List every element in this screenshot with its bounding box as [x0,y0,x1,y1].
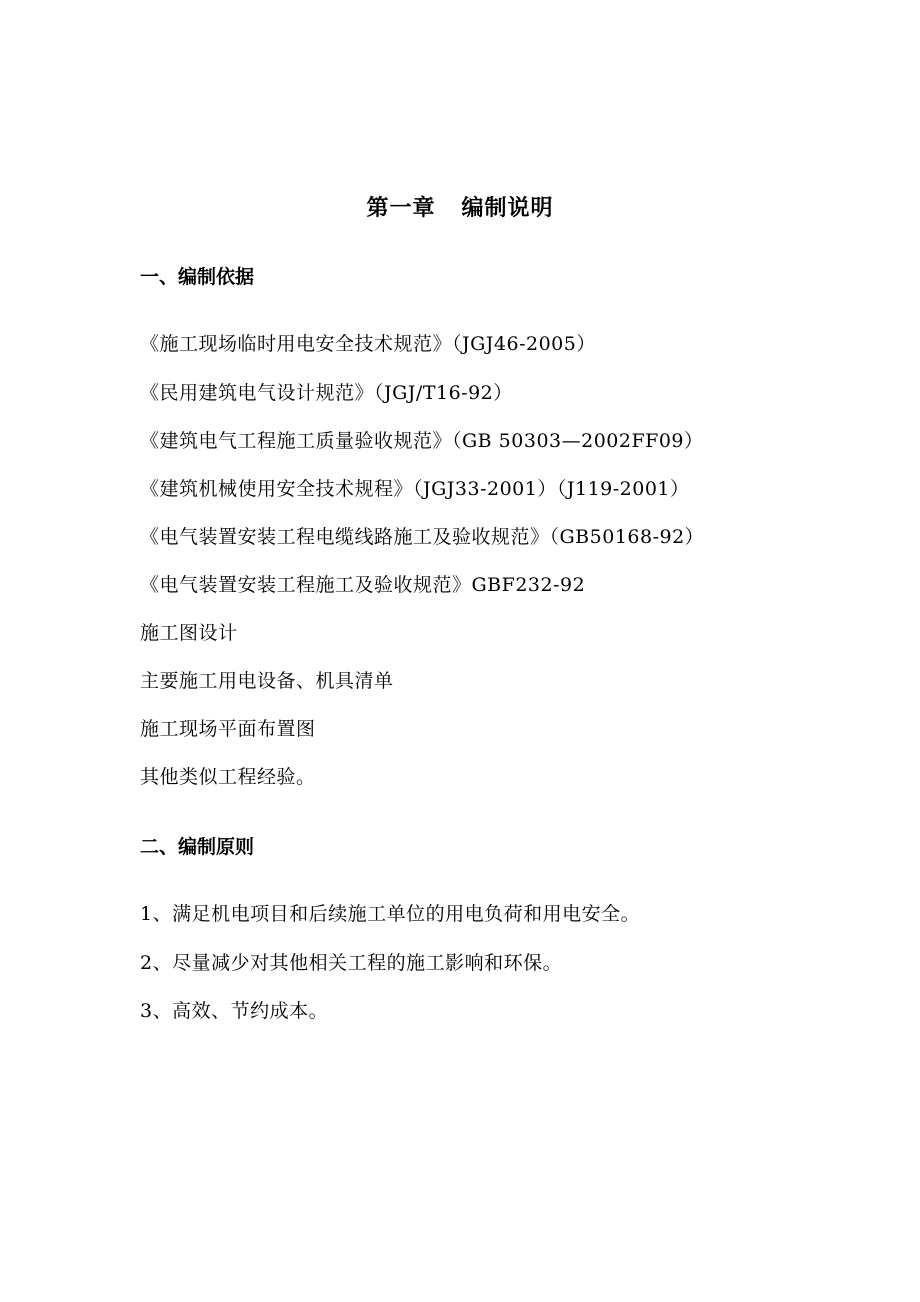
basis-item-2: 《民用建筑电气设计规范》（JGJ/T16-92） [140,382,513,404]
section-heading-basis: 一、编制依据 [140,266,255,288]
basis-item-8: 主要施工用电设备、机具清单 [140,670,394,692]
principle-item-2: 2、尽量减少对其他相关工程的施工影响和环保。 [140,952,563,974]
chapter-title: 第一章 编制说明 [366,195,554,221]
basis-item-10: 其他类似工程经验。 [140,766,316,788]
basis-item-5: 《电气装置安装工程电缆线路施工及验收规范》（GB50168-92） [140,526,705,548]
basis-item-4: 《建筑机械使用安全技术规程》（JGJ33-2001）（J119-2001） [140,478,690,500]
basis-item-3: 《建筑电气工程施工质量验收规范》（GB 50303—2002FF09） [140,430,704,452]
section-heading-principles: 二、编制原则 [140,836,255,858]
basis-item-9: 施工现场平面布置图 [140,718,316,740]
principle-item-3: 3、高效、节约成本。 [140,1000,329,1022]
basis-item-1: 《施工现场临时用电安全技术规范》（JGJ46-2005） [140,333,596,355]
basis-item-6: 《电气装置安装工程施工及验收规范》GBF232-92 [140,574,586,596]
basis-item-7: 施工图设计 [140,622,238,644]
principle-item-1: 1、满足机电项目和后续施工单位的用电负荷和用电安全。 [140,903,641,925]
